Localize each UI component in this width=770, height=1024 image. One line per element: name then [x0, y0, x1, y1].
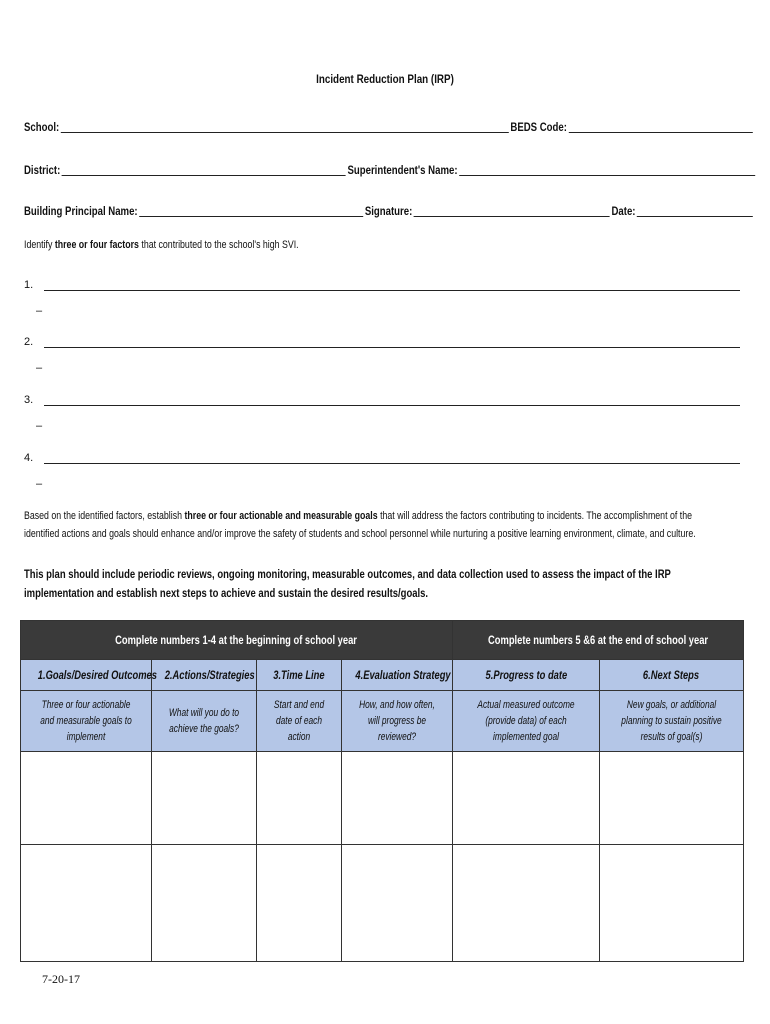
factor-field[interactable]: [44, 347, 740, 348]
goals-paragraph: Based on the identified factors, establish three or four actionable and measurable goals that will address the factors contributing to incidents. The accomplishment of the identified actions and goals should enhance and/or improve the safety of students and school personnel while nurturing a positive learning environment, climate, and culture.: [24, 510, 696, 540]
column-header-row: [21, 660, 744, 691]
column-header: 2.Actions/Strategies: [152, 660, 257, 691]
factor-number: 4.: [24, 452, 34, 464]
table-cell[interactable]: [342, 752, 453, 845]
page-title: Incident Reduction Plan (IRP): [316, 72, 454, 86]
principal-row: [24, 204, 755, 218]
factor-field[interactable]: [44, 463, 740, 464]
column-header: 6.Next Steps: [600, 660, 744, 691]
column-header: 3.Time Line: [257, 660, 342, 691]
table-row: [21, 752, 744, 845]
factor-number: 1.: [24, 279, 34, 291]
column-header: 1.Goals/Desired Outcomes: [21, 660, 152, 691]
school-field[interactable]: [61, 121, 509, 133]
table-cell[interactable]: [600, 845, 744, 962]
table-cell[interactable]: [453, 752, 600, 845]
table-cell[interactable]: [21, 752, 152, 845]
beds-code-label: BEDS Code:: [510, 120, 567, 134]
factor-dash: –: [36, 362, 43, 374]
group-header-row: [21, 621, 744, 660]
identify-factors-note: Identify three or four factors that contributed to the school's high SVI.: [24, 239, 299, 251]
table-cell[interactable]: [152, 752, 257, 845]
group-header-right: Complete numbers 5 &6 at the end of school year: [453, 621, 744, 660]
factor-field[interactable]: [44, 405, 740, 406]
factor-dash: –: [36, 420, 43, 432]
column-description: Actual measured outcome (provide data) of each implemented goal: [453, 691, 600, 752]
column-description: How, and how often, will progress be reviewed?: [342, 691, 453, 752]
factor-number: 2.: [24, 336, 34, 348]
column-header: 4.Evaluation Strategy: [342, 660, 453, 691]
group-header-left: Complete numbers 1-4 at the beginning of school year: [21, 621, 453, 660]
column-description: Start and end date of each action: [257, 691, 342, 752]
superintendent-field[interactable]: [459, 164, 755, 176]
school-label: School:: [24, 120, 60, 134]
column-description: What will you do to achieve the goals?: [152, 691, 257, 752]
principal-field[interactable]: [139, 205, 363, 217]
table-cell[interactable]: [453, 845, 600, 962]
signature-field[interactable]: [414, 205, 610, 217]
date-field[interactable]: [637, 205, 753, 217]
table-row: [21, 845, 744, 962]
district-row: [24, 163, 757, 177]
table-cell[interactable]: [600, 752, 744, 845]
district-field[interactable]: [62, 164, 346, 176]
table-cell[interactable]: [342, 845, 453, 962]
table-cell[interactable]: [21, 845, 152, 962]
table-cell[interactable]: [257, 845, 342, 962]
beds-code-field[interactable]: [569, 121, 753, 133]
plan-table: [20, 620, 744, 962]
signature-label: Signature:: [364, 204, 413, 218]
column-description: New goals, or additional planning to sustain positive results of goal(s): [600, 691, 744, 752]
factor-dash: –: [36, 305, 43, 317]
factor-field[interactable]: [44, 290, 740, 291]
footer-date: 7-20-17: [42, 972, 80, 986]
factor-dash: –: [36, 478, 43, 490]
plan-paragraph: This plan should include periodic reviews, ongoing monitoring, measurable outcomes, and data collection used to assess the impact of the IRP implementation and establish next steps to achieve and sustain the desired results/goals.: [24, 567, 671, 600]
column-description-row: [21, 691, 744, 752]
superintendent-label: Superintendent's Name:: [347, 163, 458, 177]
school-row: [24, 120, 754, 134]
column-header: 5.Progress to date: [453, 660, 600, 691]
date-label: Date:: [611, 204, 636, 218]
table-cell[interactable]: [257, 752, 342, 845]
column-description: Three or four actionable and measurable goals to implement: [21, 691, 152, 752]
principal-label: Building Principal Name:: [24, 204, 138, 218]
district-label: District:: [24, 163, 61, 177]
factor-number: 3.: [24, 394, 34, 406]
table-cell[interactable]: [152, 845, 257, 962]
